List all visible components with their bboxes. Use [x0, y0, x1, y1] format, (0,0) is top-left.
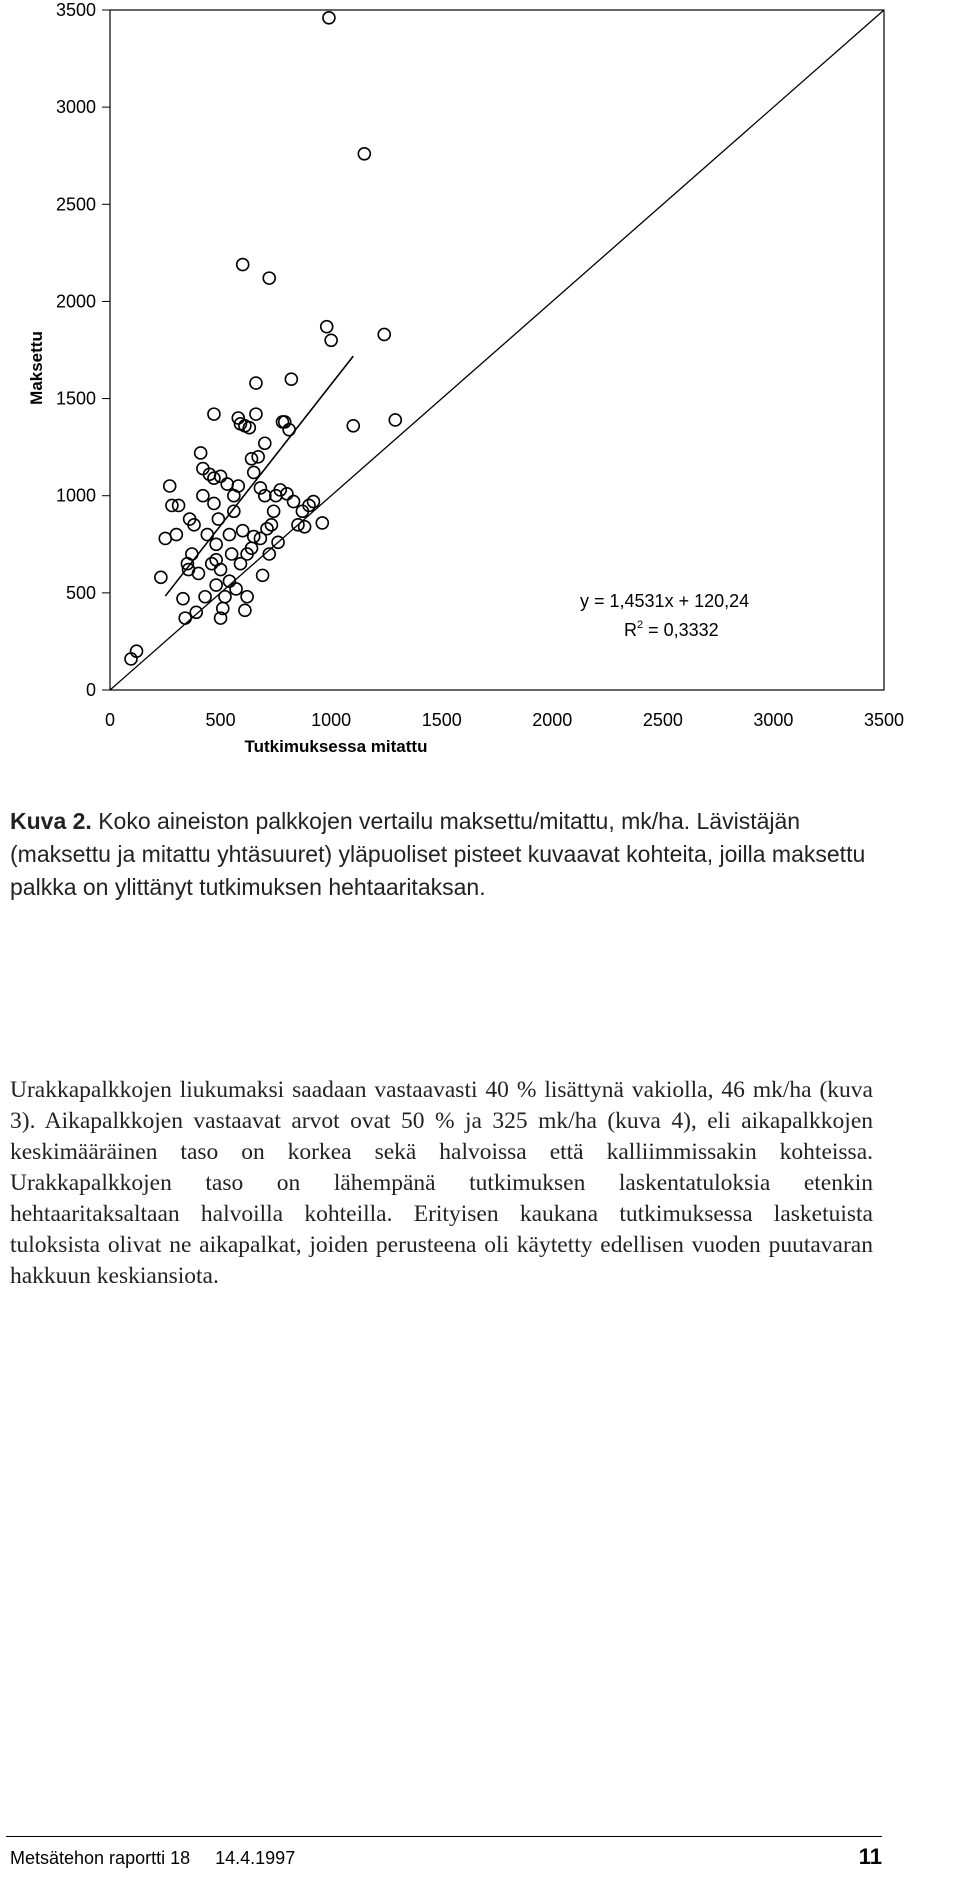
data-point — [239, 604, 251, 616]
y-tick-label: 0 — [85, 680, 96, 700]
data-point — [321, 321, 333, 333]
data-point — [232, 480, 244, 492]
r-squared-prefix: R — [624, 620, 637, 640]
scatter-chart — [0, 0, 960, 770]
x-tick-label: 3000 — [753, 710, 794, 730]
data-point — [195, 447, 207, 459]
data-point — [221, 478, 233, 490]
chart-lines — [110, 10, 884, 690]
data-point — [159, 532, 171, 544]
data-point — [248, 466, 260, 478]
data-point — [252, 451, 264, 463]
data-point — [170, 529, 182, 541]
data-point — [316, 517, 328, 529]
data-point — [285, 373, 297, 385]
equation-label: y = 1,4531x + 120,24 — [580, 591, 750, 611]
data-point — [228, 505, 240, 517]
data-point — [210, 538, 222, 550]
data-point — [268, 505, 280, 517]
data-point — [190, 606, 202, 618]
data-point — [259, 437, 271, 449]
data-point — [199, 591, 211, 603]
x-tick-label: 1000 — [311, 710, 352, 730]
data-point — [241, 591, 253, 603]
data-point — [230, 583, 242, 595]
r-squared-label — [624, 619, 719, 640]
data-point — [192, 567, 204, 579]
page-number: 11 — [858, 1844, 882, 1869]
data-point — [237, 525, 249, 537]
caption-label: Kuva 2. — [10, 808, 92, 834]
r-squared-value: = 0,3332 — [643, 620, 719, 640]
data-point — [208, 408, 220, 420]
data-point — [226, 548, 238, 560]
data-point — [263, 272, 275, 284]
y-tick-label: 500 — [65, 582, 96, 603]
data-point — [155, 571, 167, 583]
data-point — [389, 414, 401, 426]
data-point — [215, 564, 227, 576]
data-point — [250, 408, 262, 420]
y-tick-label: 2500 — [55, 194, 96, 215]
r-squared-superscript: 2 — [637, 619, 644, 631]
data-point — [323, 12, 335, 24]
x-tick-label: 2000 — [532, 710, 573, 730]
footer-publication: Metsätehon raportti 18 — [10, 1848, 191, 1868]
data-point — [288, 496, 300, 508]
data-point — [219, 591, 231, 603]
data-point — [186, 548, 198, 560]
data-point — [257, 569, 269, 581]
data-point — [215, 470, 227, 482]
x-tick-label: 1500 — [421, 710, 462, 730]
y-tick-label: 1000 — [55, 485, 96, 506]
x-tick-label: 500 — [205, 710, 236, 730]
y-axis-title: Maksettu — [27, 331, 46, 405]
equality-diagonal-line — [110, 10, 884, 690]
data-point — [164, 480, 176, 492]
y-tick-label: 2000 — [55, 291, 96, 312]
data-point — [299, 521, 311, 533]
data-point — [358, 148, 370, 160]
data-point — [179, 612, 191, 624]
chart-points — [125, 12, 401, 665]
data-point — [208, 497, 220, 509]
footer-rule — [6, 1836, 882, 1837]
data-point — [347, 420, 359, 432]
y-tick-label: 1500 — [55, 388, 96, 409]
body-paragraph: Urakkapalkkojen liukumaksi saadaan vastaavasti 40 % lisättynä vakiolla, 46 mk/ha (kuva 3). Aikapalkkojen vastaavat arvot ovat 50 % ja 325 mk/ha (kuva 4), eli aikapalkkojen keskimääräinen taso on korkea sekä halvoissa että kalliimmissakin kohteissa. Urakkapalkkojen taso on lähempänä tutkimuksen laskentatuloksia etenkin hehtaaritaksaltaan halvoilla kohteilla. Erityisen kaukana tutkimuksessa lasketuista tuloksista olivat ne aikapalkat, joiden perusteena oli käytetty edellisen vuoden puutavaran hakkuun keskiansiota. — [10, 1077, 873, 1289]
data-point — [250, 377, 262, 389]
data-point — [325, 334, 337, 346]
footer-date: 14.4.1997 — [215, 1848, 296, 1868]
data-point — [237, 259, 249, 271]
data-point — [197, 490, 209, 502]
data-point — [378, 328, 390, 340]
data-point — [212, 513, 224, 525]
data-point — [201, 529, 213, 541]
caption-text: Koko aineiston palkkojen vertailu maksettu/mitattu, mk/ha. Lävistäjän (maksettu ja mitattu yhtäsuuret) yläpuoliset pisteet kuvaavat kohteita, joilla maksettu palkka on ylittänyt tutkimuksen hehtaaritaksan. — [10, 808, 866, 900]
y-tick-label: 3500 — [55, 0, 96, 20]
x-tick-label: 0 — [104, 710, 116, 730]
figure-caption — [10, 805, 870, 904]
data-point — [177, 593, 189, 605]
x-tick-label: 2500 — [642, 710, 683, 730]
footer-info — [10, 1848, 315, 1869]
data-point — [223, 529, 235, 541]
x-tick-label: 3500 — [863, 710, 905, 730]
x-axis-title: Tutkimuksessa mitattu — [244, 737, 428, 756]
data-point — [210, 579, 222, 591]
y-tick-label: 3000 — [55, 97, 96, 118]
